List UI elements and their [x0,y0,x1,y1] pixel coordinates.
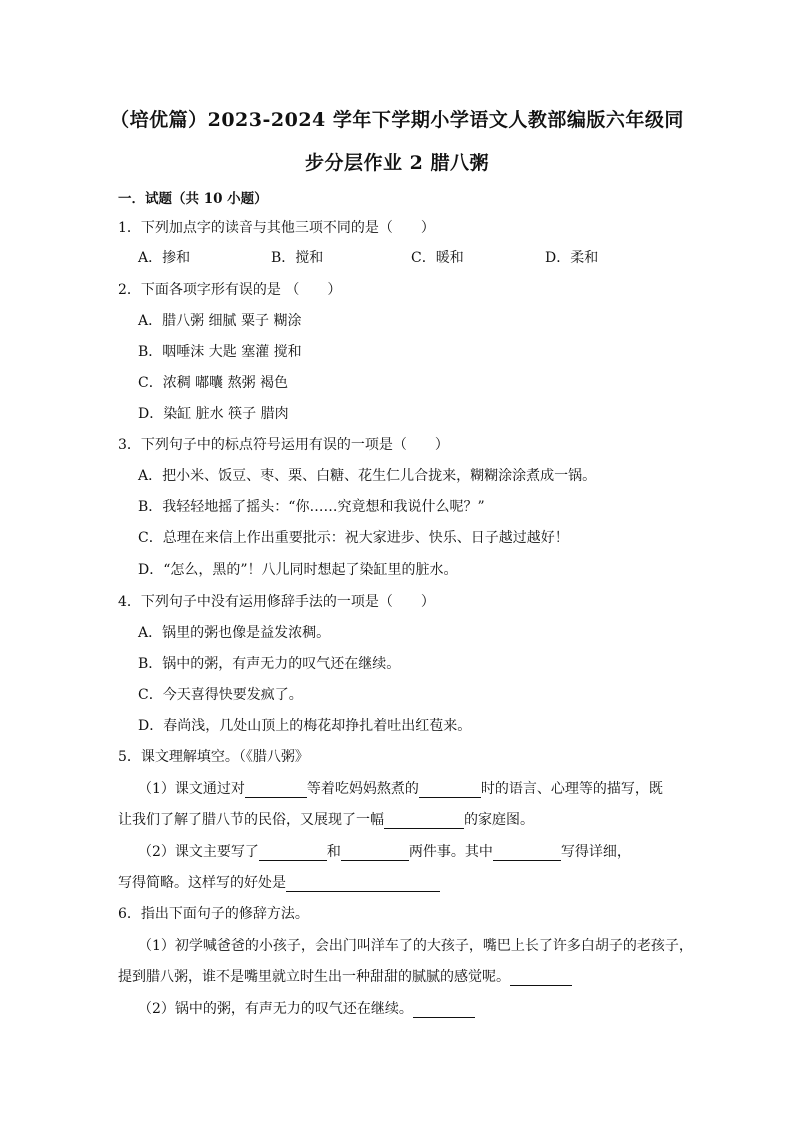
page-title-line2: 步分层作业 2 腊八粥 [305,152,489,174]
q5-blank-7[interactable] [286,877,440,892]
q3-option-b: B．我轻轻地摇了摇头：“你……究竟想和我说什么呢？” [138,499,485,515]
q6-blank-1[interactable] [510,971,572,986]
q5-blank-3[interactable] [384,814,464,829]
q6-sentence1-line2: 提到腊八粥，谁不是嘴里就立时生出一种甜甜的腻腻的感觉呢。 [118,968,572,986]
page-title-line1: （培优篇）2023-2024 学年下学期小学语文人教部编版六年级同 [110,109,684,131]
q2-stem: 2．下面各项字形有误的是 （ ） [118,282,342,298]
q2-option-d: D．染缸 脏水 筷子 腊肉 [138,406,289,422]
q2-option-c: C．浓稠 嘟囔 熬粥 褐色 [138,375,289,391]
q4-option-b: B．锅中的粥，有声无力的叹气还在继续。 [138,656,401,672]
q4-stem: 4．下列句子中没有运用修辞手法的一项是（ ） [118,594,435,610]
q5-blank-2[interactable] [419,783,481,798]
q2-option-b: B．咽唾沫 大匙 塞灌 搅和 [138,344,302,360]
q1-option-d: D．柔和 [545,250,599,266]
q3-option-c: C．总理在来信上作出重要批示：祝大家进步、快乐、日子越过越好！ [138,530,569,546]
q5-part1-line2: 让我们了解了腊八节的民俗，又展现了一幅 的家庭图。 [118,812,534,828]
q2-option-a: A．腊八粥 细腻 粟子 糊涂 [138,313,302,329]
q5-blank-5[interactable] [341,846,409,861]
q5-blank-6[interactable] [493,846,561,861]
q1-stem: 1．下列加点字的读音与其他三项不同的是（ ） [118,220,435,236]
q5-blank-1[interactable] [245,783,307,798]
q6-sentence1-line1: （1）初学喊爸爸的小孩子，会出门叫洋车了的大孩子，嘴巴上长了许多白胡子的老孩子， [138,938,693,954]
section-heading: 一．试题（共 10 小题） [118,191,268,207]
q5-blank-4[interactable] [259,846,327,861]
q1-option-b: B．搅和 [271,250,324,266]
q3-stem: 3．下列句子中的标点符号运用有误的一项是（ ） [118,437,449,453]
q3-option-d: D．“怎么，黑的”！八儿同时想起了染缸里的脏水。 [138,562,458,578]
q6-sentence2: （2）锅中的粥，有声无力的叹气还在继续。 [138,1000,475,1018]
q1-option-c: C．暖和 [411,250,464,266]
q5-part2-line2: 写得简略。这样写的好处是 [118,874,440,892]
q5-stem: 5．课文理解填空。（《腊八粥》 [118,749,309,765]
q1-option-a: A．掺和 [138,250,191,266]
q4-option-d: D．春尚浅，几处山顶上的梅花却挣扎着吐出红苞来。 [138,718,472,734]
q3-option-a: A．把小米、饭豆、枣、栗、白糖、花生仁儿合拢来，糊糊涂涂煮成一锅。 [138,468,597,484]
q6-stem: 6．指出下面句子的修辞方法。 [118,906,309,922]
q4-option-c: C．今天喜得快要发疯了。 [138,687,303,703]
q5-part2-line1: （2）课文主要写了 和 两件事。其中 写得详细， [138,844,631,860]
q6-blank-2[interactable] [413,1003,475,1018]
q1-options [138,249,598,267]
q4-option-a: A．锅里的粥也像是益发浓稠。 [138,625,331,641]
q5-part1-line1: （1）课文通过对 等着吃妈妈熬煮的 时的语言、心理等的描写，既 [138,781,663,797]
